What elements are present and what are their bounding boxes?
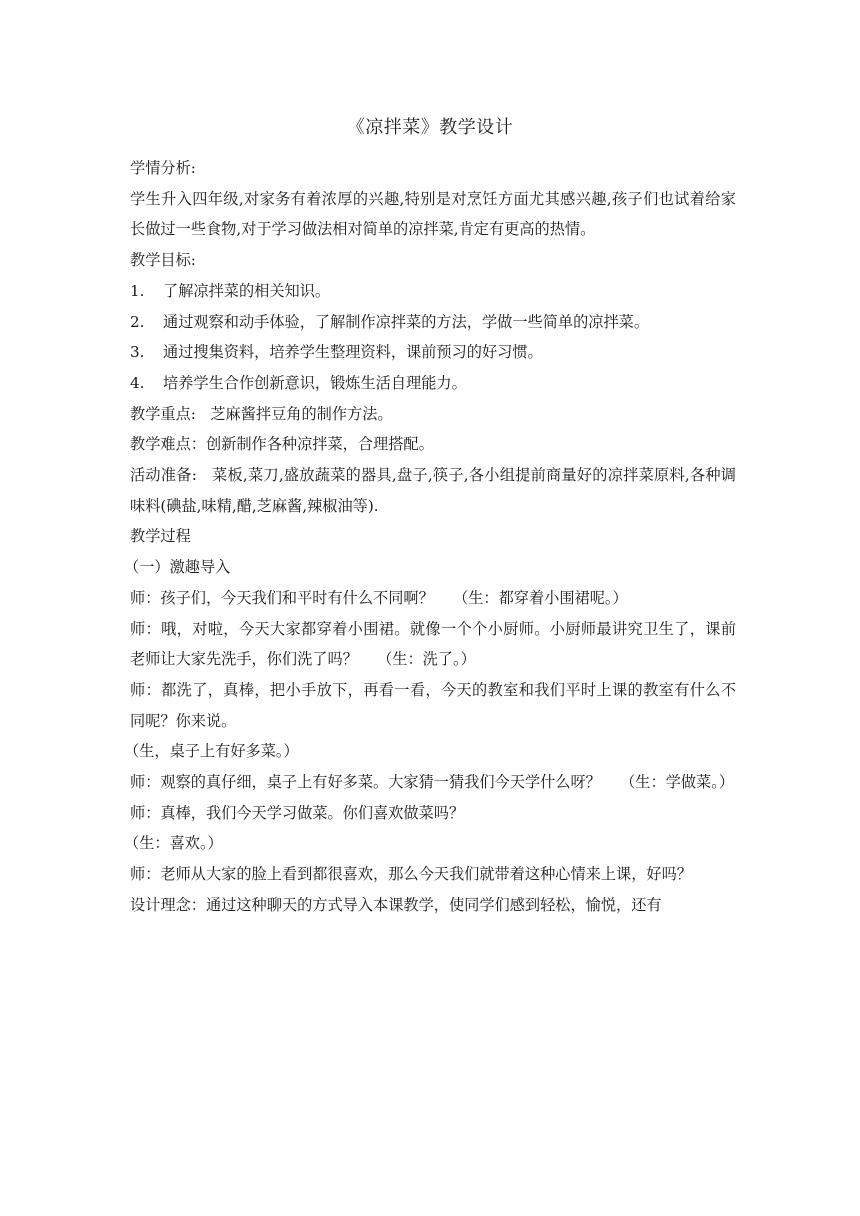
goal-text: 通过观察和动手体验，了解制作凉拌菜的方法，学做一些简单的凉拌菜。 [163,312,649,331]
key-point: 教学重点: 芝麻酱拌豆角的制作方法。 [130,404,393,423]
analysis-heading: 学情分析: [130,159,196,177]
dialogue-line: （生：喜欢。） [124,834,223,853]
goal-text: 通过搜集资料，培养学生整理资料，课前预习的好习惯。 [163,343,543,362]
dialogue-line: 师：真棒，我们今天学习做菜。你们喜欢做菜吗？ [130,803,465,822]
goal-item [130,276,736,307]
goals-heading: 教学目标: [130,251,196,270]
document-body [124,153,736,921]
goal-text: 培养学生合作创新意识，锻炼生活自理能力。 [163,373,467,392]
dialogue-line: 师：都洗了，真棒，把小手放下，再看一看，今天的教室和我们平时上课的教室有什么不同呢？你来说。 [130,680,736,730]
dialogue-line: 师：老师从大家的脸上看到都很喜欢，那么今天我们就带着这种心情来上课，好吗？ [130,865,692,884]
goal-number: 2. [130,312,145,331]
goal-number: 1. [130,281,145,300]
goal-item [130,337,736,368]
preparation: 活动准备: 菜板,菜刀,盛放蔬菜的器具,盘子,筷子,各小组提前商量好的凉拌菜原料,各种调味料(碘盐,味精,醋,芝麻酱,辣椒油等). [130,466,736,515]
dialogue-line: 师：观察的真仔细，桌子上有好多菜。大家猜一猜我们今天学什么呀？ （生：学做菜。） [130,773,735,792]
goal-item [130,307,736,338]
process-heading: 教学过程 [130,527,191,546]
design-concept: 设计理念：通过这种聊天的方式导入本课教学，使同学们感到轻松，愉悦，还有 [130,895,662,914]
dialogue-line: 师：哦，对啦，今天大家都穿着小围裙。就像一个个小厨师。小厨师最讲究卫生了，课前老师让大家先洗手，你们洗了吗？ （生：洗了。） [130,619,736,669]
analysis-paragraph: 学生升入四年级,对家务有着浓厚的兴趣,特别是对烹饪方面尤其感兴趣,孩子们也试着给家长做过一些食物,对于学习做法相对简单的凉拌菜,肯定有更高的热情。 [130,189,736,239]
goal-text: 了解凉拌菜的相关知识。 [163,281,331,300]
goal-number: 3. [130,343,145,362]
goal-item [130,368,736,399]
part-one-heading: （一）激趣导入 [124,558,231,577]
dialogue-line: （生，桌子上有好多菜。） [124,742,299,761]
goal-number: 4. [130,373,145,392]
document-title: 《凉拌菜》教学设计 [346,117,514,138]
dialogue-line: 师：孩子们，今天我们和平时有什么不同啊？ （生：都穿着小围裙呢。） [130,588,628,607]
difficulty: 教学难点：创新制作各种凉拌菜，合理搭配。 [130,435,434,454]
